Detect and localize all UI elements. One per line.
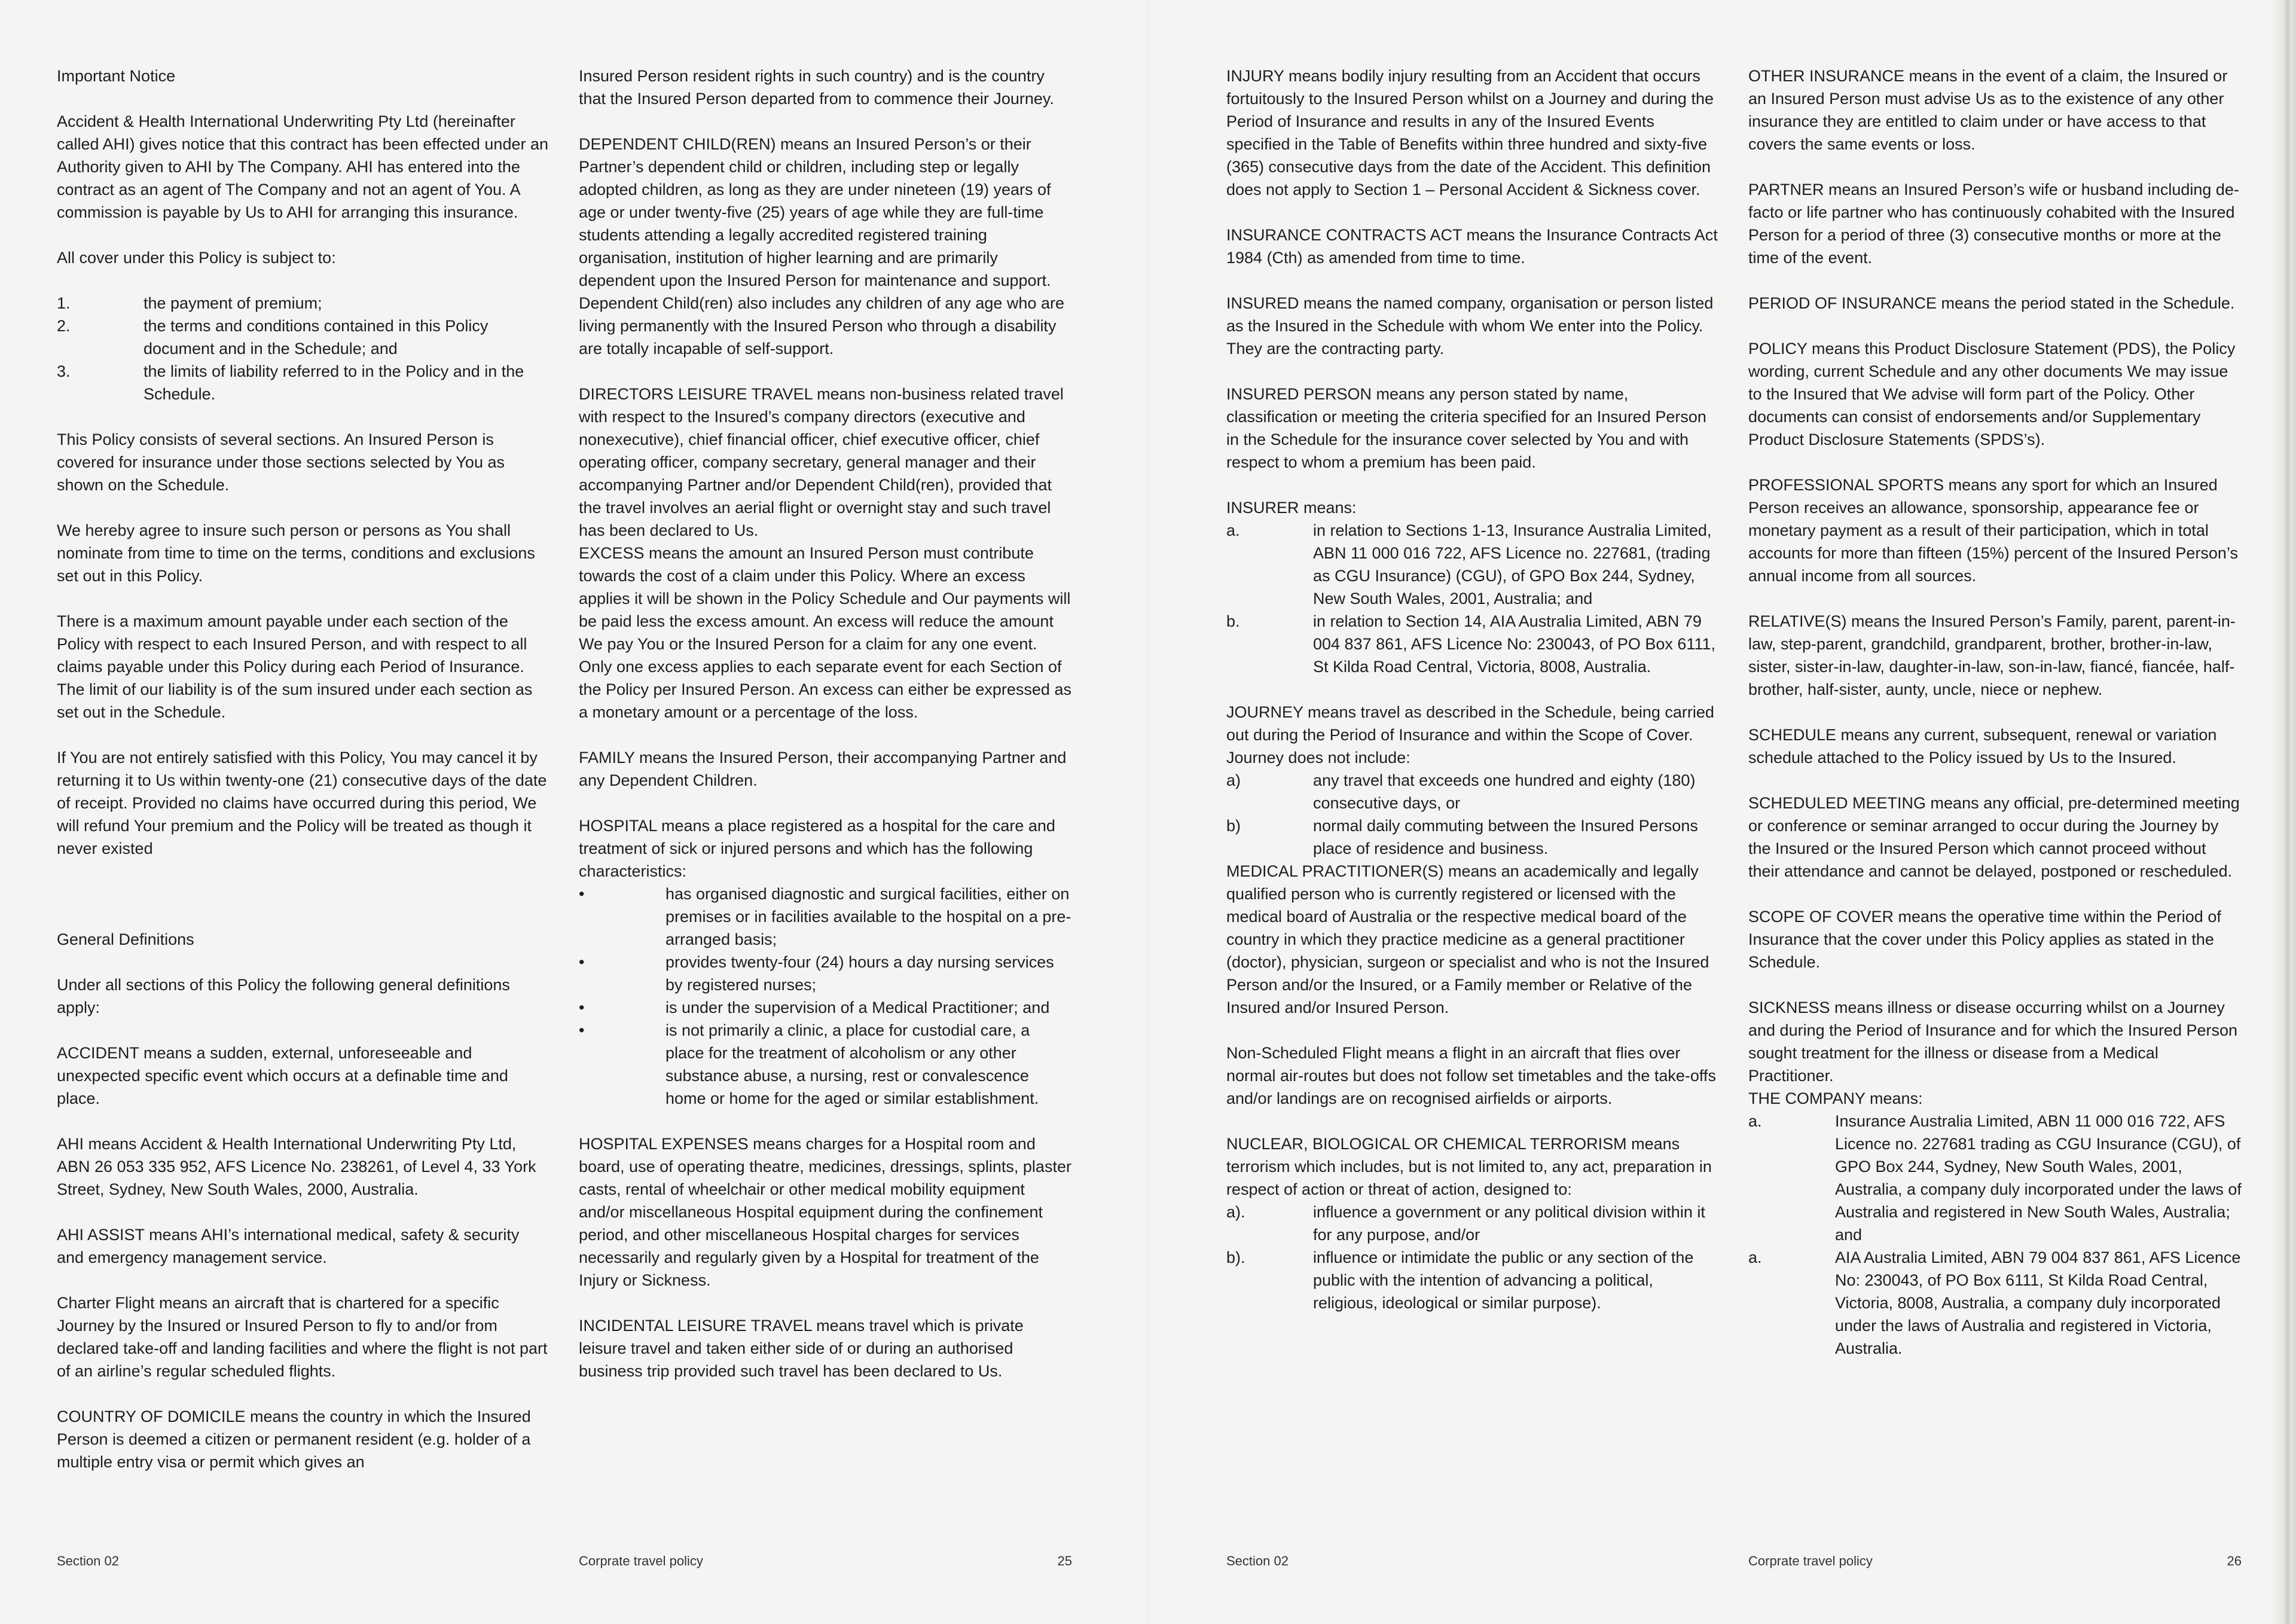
list-marker: 3.	[57, 362, 71, 380]
definition-medical-practitioner: MEDICAL PRACTITIONER(S) means an academically and legally qualified person who is currently registered or licensed with the medical board of Australia or the respective medical board of the country in which they practice medicine as a general practitioner (doctor), physician, surgeon or specialist and who is not the Insured Person and/or the Insured, or a Family member or Relative of the Insured and/or Insured Person.	[1226, 862, 1709, 1016]
list-item	[57, 315, 550, 360]
list-item-text: influence a government or any political division within it for any purpose, and/or	[1313, 1203, 1705, 1244]
list-item	[579, 1019, 1072, 1110]
list-item-text: has organised diagnostic and surgical facilities, either on premises or in facilities available to the hospital on a pre-arranged basis;	[665, 885, 1071, 948]
definition-scope-of-cover: SCOPE OF COVER means the operative time within the Period of Insurance that the cover under this Policy applies as stated in the Schedule.	[1748, 908, 2221, 971]
list-item-text: provides twenty-four (24) hours a day nursing services by registered nurses;	[665, 953, 1054, 994]
definition-journey: JOURNEY means travel as described in the Schedule, being carried out during the Period of Insurance and within the Scope of Cover. Journey does not include:	[1226, 703, 1714, 767]
definition-country-of-domicile-continued: Insured Person resident rights in such country) and is the country that the Insured Person departed from to commence their Journey.	[579, 67, 1054, 108]
definition-professional-sports: PROFESSIONAL SPORTS means any sport for which an Insured Person receives an allowance, sponsorship, appearance fee or monetary payment as a result of their participation, which in total accounts for more than fifteen (15%) percent of the Insured Person’s annual income from all sources.	[1748, 476, 2238, 585]
footer-page-number: 26	[2227, 1553, 2242, 1568]
list-marker: •	[579, 1021, 585, 1039]
definition-hospital-expenses: HOSPITAL EXPENSES means charges for a Hospital room and board, use of operating theatre, medicines, dressings, splints, plaster casts, rental of wheelchair or other medical mobility equipment and/or miscellaneous Hospital equipment during the confinement period, and other miscellaneous Hospital charges for services necessarily and regularly given by a Hospital for treatment of the Injury or Sickness.	[579, 1135, 1071, 1289]
definition-hospital: HOSPITAL means a place registered as a hospital for the care and treatment of sick or injured persons and which has the following characteristics:	[579, 817, 1055, 880]
definition-country-of-domicile: COUNTRY OF DOMICILE means the country in which the Insured Person is deemed a citizen or permanent resident (e.g. holder of a multiple entry visa or permit which gives an	[57, 1408, 531, 1471]
list-item	[1226, 610, 1720, 678]
paragraph-cover-subject-to: All cover under this Policy is subject to:	[57, 249, 336, 267]
list-item-text: is under the supervision of a Medical Practitioner; and	[665, 999, 1050, 1016]
list-marker: a.	[1748, 1112, 1762, 1130]
definition-period-of-insurance: PERIOD OF INSURANCE means the period stated in the Schedule.	[1748, 294, 2235, 312]
definition-dependent-children: DEPENDENT CHILD(REN) means an Insured Person’s or their Partner’s dependent child or children, including step or legally adopted children, as long as they are under nineteen (19) years of age or under twenty-five (25) years of age while they are full-time students attending a legally accredited registered training organisation, institution of higher learning and are primarily dependent upon the Insured Person for maintenance and support. Dependent Child(ren) also includes any children of any age who are living permanently with the Insured Person who through a disability are totally incapable of self-support.	[579, 135, 1064, 358]
list-item-text: the terms and conditions contained in this Policy document and in the Schedule; and	[144, 317, 488, 358]
definition-injury: INJURY means bodily injury resulting from an Accident that occurs fortuitously to the Insured Person whilst on a Journey and during the Period of Insurance and results in any of the Insured Events specified in the Table of Benefits within three hundred and sixty-five (365) consecutive days from the date of the Accident. This definition does not apply to Section 1 – Personal Accident & Sickness cover.	[1226, 67, 1714, 199]
list-item	[579, 883, 1072, 951]
text-column-4	[1748, 65, 2242, 1360]
definition-family: FAMILY means the Insured Person, their accompanying Partner and any Dependent Children.	[579, 749, 1067, 789]
list-item-text: any travel that exceeds one hundred and eighty (180) consecutive days, or	[1313, 771, 1696, 812]
page-footer-right	[1226, 1553, 2242, 1573]
footer-page-number: 25	[1057, 1553, 1072, 1568]
list-marker: •	[579, 885, 585, 903]
text-column-3	[1226, 65, 1720, 1360]
definition-excess: EXCESS means the amount an Insured Person must contribute towards the cost of a claim under this Policy. Where an excess applies it will be shown in the Policy Schedule and Our payments will be paid less the excess amount. An excess will reduce the amount We pay You or the Insured Person for a claim for any one event. Only one excess applies to each separate event for each Section of the Policy per Insured Person. An excess can either be expressed as a monetary amount or a percentage of the loss.	[579, 544, 1071, 721]
list-item-text: Insurance Australia Limited, ABN 11 000 016 722, AFS Licence no. 227681 trading as CGU Insurance (CGU), of GPO Box 244, Sydney, New South Wales, 2001, Australia, a company duly incorporated under the laws of Australia and registered in New South Wales, Australia; and	[1835, 1112, 2242, 1244]
footer-document-title: Corprate travel policy	[1748, 1553, 1873, 1568]
list-item	[1226, 814, 1720, 860]
paragraph-maximum-amount: There is a maximum amount payable under each section of the Policy with respect to each Insured Person, and with respect to all claims payable under this Policy during each Period of Insurance. The limit of our liability is of the sum insured under each section as set out in the Schedule.	[57, 612, 533, 721]
definition-other-insurance: OTHER INSURANCE means in the event of a claim, the Insured or an Insured Person must advise Us as to the existence of any other insurance they are entitled to claim under or have access to that covers the same events or loss.	[1748, 67, 2228, 153]
list-item	[1226, 519, 1720, 610]
list-item	[1226, 1201, 1720, 1246]
paragraph-ahi-notice: Accident & Health International Underwriting Pty Ltd (hereinafter called AHI) gives notice that this contract has been effected under an Authority given to AHI by The Company. AHI has entered into the contract as an agent of The Company and not an agent of You. A commission is payable by Us to AHI for arranging this insurance.	[57, 112, 549, 221]
footer-section-label: Section 02	[57, 1553, 119, 1568]
lettered-list-the-company	[1748, 1110, 2242, 1360]
definition-sickness: SICKNESS means illness or disease occurring whilst on a Journey and during the Period of Insurance and for which the Insured Person sought treatment for the illness or disease from a Medical Practitioner.	[1748, 999, 2238, 1085]
lettered-list-journey-exclusions	[1226, 769, 1720, 860]
definition-insurer-intro: INSURER means:	[1226, 499, 1357, 517]
definition-charter-flight: Charter Flight means an aircraft that is chartered for a specific Journey by the Insured or Insured Person to fly to and/or from declared take-off and landing facilities and where the flight is not part of an airline’s regular scheduled flights.	[57, 1294, 548, 1380]
footer-section-label: Section 02	[1226, 1553, 1289, 1568]
heading-important-notice: Important Notice	[57, 67, 176, 85]
definition-relatives: RELATIVE(S) means the Insured Person’s Family, parent, parent-in-law, step-parent, grandchild, grandparent, brother, brother-in-law, sister, sister-in-law, daughter-in-law, son-in-law, fiancé, fiancée, half-brother, half-sister, aunty, uncle, niece or nephew.	[1748, 612, 2236, 698]
heading-general-definitions: General Definitions	[57, 930, 194, 948]
list-item-text: normal daily commuting between the Insured Persons place of residence and business.	[1313, 817, 1698, 857]
paragraph-agree-to-insure: We hereby agree to insure such person or persons as You shall nominate from time to time on the terms, conditions and exclusions set out in this Policy.	[57, 521, 535, 585]
page-left-columns	[57, 65, 1148, 1473]
list-marker: b.	[1226, 612, 1240, 630]
list-item-text: influence or intimidate the public or any section of the public with the intention of advancing a political, religious, ideological or similar purpose).	[1313, 1248, 1694, 1312]
list-item-text: is not primarily a clinic, a place for custodial care, a place for the treatment of alcoholism or any other substance abuse, a nursing, rest or convalescence home or home for the aged or similar establishment.	[665, 1021, 1039, 1107]
list-item-text: the payment of premium;	[144, 294, 322, 312]
bullet-list-hospital-characteristics	[579, 883, 1072, 1110]
definition-schedule: SCHEDULE means any current, subsequent, renewal or variation schedule attached to the Policy issued by Us to the Insured.	[1748, 726, 2217, 767]
list-marker: 2.	[57, 317, 71, 335]
page-right-columns	[1226, 65, 2296, 1360]
paragraph-cooling-off: If You are not entirely satisfied with this Policy, You may cancel it by returning it to Us within twenty-one (21) consecutive days of the date of receipt. Provided no claims have occurred during this period, We will refund Your premium and the Policy will be treated as though it never existed	[57, 749, 547, 857]
list-marker: b)	[1226, 817, 1241, 835]
paragraph-policy-sections: This Policy consists of several sections. An Insured Person is covered for insurance under those sections selected by You as shown on the Schedule.	[57, 431, 505, 494]
definition-insured: INSURED means the named company, organisation or person listed as the Insured in the Schedule with whom We enter into the Policy. They are the contracting party.	[1226, 294, 1714, 358]
lettered-list-insurer	[1226, 519, 1720, 678]
list-marker: a.	[1748, 1248, 1762, 1266]
definition-ahi-assist: AHI ASSIST means AHI’s international medical, safety & security and emergency management service.	[57, 1226, 520, 1266]
definition-the-company-intro: THE COMPANY means:	[1748, 1089, 1923, 1107]
list-item	[1748, 1110, 2242, 1246]
page-right	[1148, 0, 2296, 1624]
list-marker: a.	[1226, 521, 1240, 539]
list-item-text: in relation to Sections 1-13, Insurance Australia Limited, ABN 11 000 016 722, AFS Licence no. 227681, (trading as CGU Insurance) (CGU), of GPO Box 244, Sydney, New South Wales, 2001, Australia; and	[1313, 521, 1712, 608]
definition-nuclear-terrorism: NUCLEAR, BIOLOGICAL OR CHEMICAL TERRORISM means terrorism which includes, but is not limited to, any act, preparation in respect of action or threat of action, designed to:	[1226, 1135, 1712, 1198]
lettered-list-terrorism-design	[1226, 1201, 1720, 1314]
definition-incidental-leisure-travel: INCIDENTAL LEISURE TRAVEL means travel which is private leisure travel and taken either side of or during an authorised business trip provided such travel has been declared to Us.	[579, 1317, 1024, 1380]
list-item	[1226, 1246, 1720, 1314]
list-item	[57, 360, 550, 405]
list-item	[57, 292, 550, 315]
definition-scheduled-meeting: SCHEDULED MEETING means any official, pre-determined meeting or conference or seminar arranged to occur during the Journey by the Insured or the Insured Person which cannot proceed without their attendance and cannot be delayed, postponed or rescheduled.	[1748, 794, 2240, 880]
numbered-list-cover-conditions	[57, 292, 550, 405]
definition-accident: ACCIDENT means a sudden, external, unforeseeable and unexpected specific event which occurs at a definable time and place.	[57, 1044, 508, 1107]
list-item	[1748, 1246, 2242, 1360]
definition-policy: POLICY means this Product Disclosure Statement (PDS), the Policy wording, current Schedule and any other documents We may issue to the Insured that We advise will form part of the Policy. Other documents can consist of endorsements and/or Supplementary Product Disclosure Statements (SPDS’s).	[1748, 340, 2236, 448]
definition-directors-leisure-travel: DIRECTORS LEISURE TRAVEL means non-business related travel with respect to the Insured’s company directors (executive and nonexecutive), chief financial officer, chief executive officer, chief operating officer, company secretary, general manager and their accompanying Partner and/or Dependent Child(ren), provided that the travel involves an aerial flight or overnight stay and such travel has been declared to Us.	[579, 385, 1064, 539]
text-column-1	[57, 65, 550, 1473]
definition-insurance-contracts-act: INSURANCE CONTRACTS ACT means the Insurance Contracts Act 1984 (Cth) as amended from time to time.	[1226, 226, 1718, 267]
definition-non-scheduled-flight: Non-Scheduled Flight means a flight in an aircraft that flies over normal air-routes but does not follow set timetables and the take-offs and/or landings are on recognised airfields or airports.	[1226, 1044, 1716, 1107]
list-marker: 1.	[57, 294, 71, 312]
definition-insured-person: INSURED PERSON means any person stated by name, classification or meeting the criteria specified for an Insured Person in the Schedule for the insurance cover selected by You and with respect to whom a premium has been paid.	[1226, 385, 1706, 471]
list-item-text: in relation to Section 14, AIA Australia Limited, ABN 79 004 837 861, AFS Licence No: 230043, of PO Box 6111, St Kilda Road Central, Victoria, 8008, Australia.	[1313, 612, 1715, 676]
paragraph-definitions-intro: Under all sections of this Policy the following general definitions apply:	[57, 976, 510, 1016]
list-item	[1226, 769, 1720, 814]
list-marker: •	[579, 953, 585, 971]
list-item-text: AIA Australia Limited, ABN 79 004 837 861, AFS Licence No: 230043, of PO Box 6111, St Kilda Road Central, Victoria, 8008, Australia, a company duly incorporated under the laws of Australia and registered in Victoria, Australia.	[1835, 1248, 2241, 1357]
list-item	[579, 951, 1072, 996]
list-marker: a).	[1226, 1203, 1245, 1221]
footer-document-title: Corprate travel policy	[579, 1553, 703, 1568]
list-marker: a)	[1226, 771, 1241, 789]
list-item	[579, 996, 1072, 1019]
list-marker: b).	[1226, 1248, 1245, 1266]
text-column-2	[579, 65, 1072, 1473]
list-item-text: the limits of liability referred to in the Policy and in the Schedule.	[144, 362, 524, 403]
page-footer-left	[57, 1553, 1072, 1573]
definition-ahi: AHI means Accident & Health International Underwriting Pty Ltd, ABN 26 053 335 952, AFS Licence No. 238261, of Level 4, 33 York Street, Sydney, New South Wales, 2000, Australia.	[57, 1135, 536, 1198]
definition-partner: PARTNER means an Insured Person’s wife or husband including de-facto or life partner who has continuously cohabited with the Insured Person for a period of three (3) consecutive months or more at the time of the event.	[1748, 181, 2239, 267]
list-marker: •	[579, 999, 585, 1016]
